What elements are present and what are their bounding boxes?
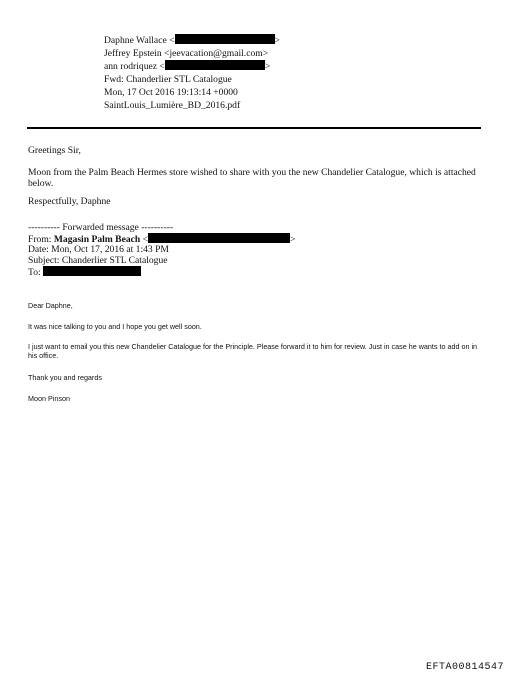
greeting: Greetings Sir, — [28, 145, 81, 156]
message-closing: Thank you and regards — [28, 373, 102, 382]
attachments-value: SaintLouis_Lumière_BD_2016.pdf — [104, 100, 241, 111]
header-divider — [27, 127, 481, 129]
message-line-1: It was nice talking to you and I hope you get well soon. — [28, 322, 202, 331]
forwarded-to-label: To: — [28, 267, 41, 278]
to-value: Jeffrey Epstein <jeevacation@gmail.com> — [104, 48, 269, 59]
signoff: Respectfully, Daphne — [28, 196, 111, 207]
redaction-box — [165, 60, 265, 70]
forwarded-from-label: From: — [28, 234, 52, 245]
redaction-box — [43, 266, 141, 276]
forwarded-subject: Subject: Chanderlier STL Catalogue — [28, 255, 168, 266]
forwarded-date: Date: Mon, Oct 17, 2016 at 1:43 PM — [28, 244, 169, 255]
forwarded-from-name: Magasin Palm Beach — [53, 234, 141, 245]
message-salutation: Dear Daphne, — [28, 301, 73, 310]
forwarded-from-bracket: < — [142, 234, 149, 245]
from-value — [104, 34, 280, 47]
redaction-box — [175, 34, 275, 44]
from-suffix: > — [274, 35, 280, 46]
forwarded-from-suffix: > — [290, 234, 296, 245]
message-signature: Moon Pinson — [28, 394, 70, 403]
message-line-2: I just want to email you this new Chandelier Catalogue for the Principle. Please forward it to him for review. Just in case he wants to add on in his office. — [28, 342, 478, 360]
from-name: Daphne Wallace < — [104, 35, 175, 46]
forwarded-to-row — [28, 266, 141, 278]
cc-name: ann rodriquez < — [104, 61, 165, 72]
date-value: Mon, 17 Oct 2016 19:13:14 +0000 — [104, 87, 238, 98]
cc-value — [104, 60, 270, 73]
subject-value: Fwd: Chanderlier STL Catalogue — [104, 74, 232, 85]
forwarded-divider: ---------- Forwarded message ---------- — [28, 222, 174, 233]
redaction-box — [148, 233, 290, 243]
cc-suffix: > — [264, 61, 271, 72]
bates-number: EFTA00814547 — [425, 662, 504, 673]
body-paragraph: Moon from the Palm Beach Hermes store wished to share with you the new Chandelier Catalogue, which is attached below. — [28, 167, 476, 189]
